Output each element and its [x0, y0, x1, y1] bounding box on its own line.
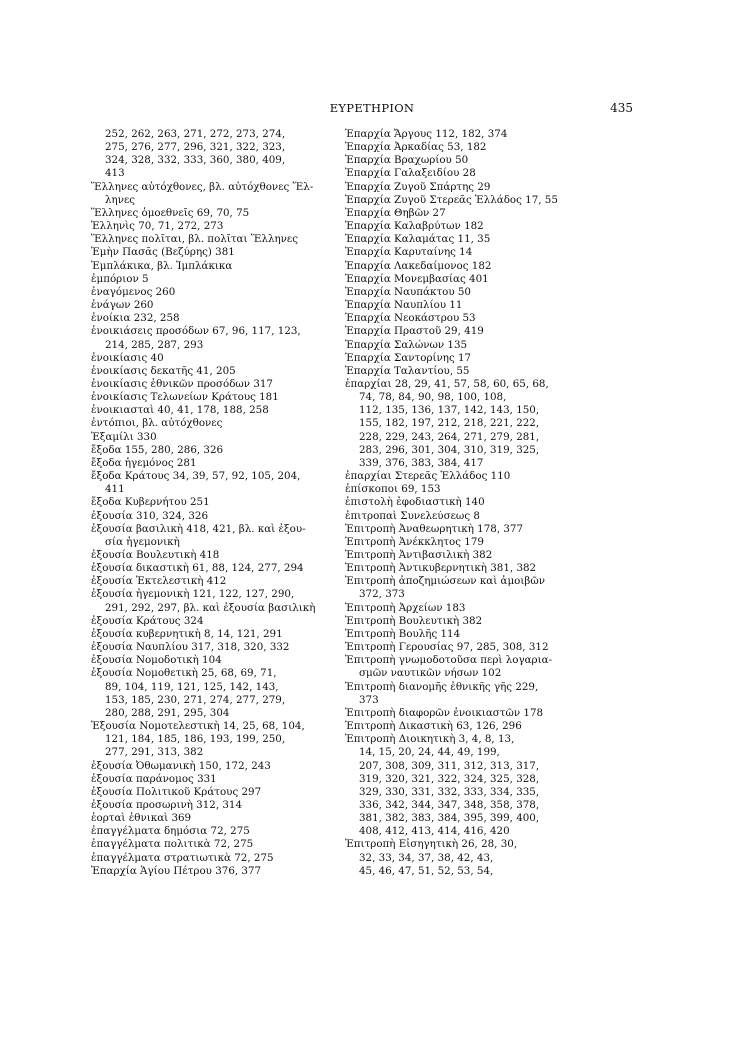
- index-entry: ἔξοδα Κράτους 34, 39, 57, 92, 105, 204,: [91, 470, 301, 483]
- page-header: [0, 101, 744, 121]
- index-entry: ἔξοδα 155, 280, 286, 326: [91, 443, 224, 456]
- index-entry: Ἕλληνες πολῖται, βλ. πολῖται Ἕλληνες: [91, 233, 299, 246]
- index-entry: ἐνοίκια 232, 258: [91, 312, 180, 325]
- index-entry: ἐξουσία Πολιτικοῦ Κράτους 297: [91, 785, 262, 798]
- index-entry: ἐνάγων 260: [91, 299, 154, 312]
- index-entry-continuation: 45, 46, 47, 51, 52, 53, 54,: [359, 864, 494, 877]
- index-entry: Ἐπιτροπὴ Δικαστικὴ 63, 126, 296: [345, 720, 522, 733]
- index-entry-continuation: 252, 262, 263, 271, 272, 273, 274,: [105, 128, 286, 140]
- index-entry-continuation: 291, 292, 297, βλ. καὶ ἐξουσία βασιλικὴ: [105, 601, 316, 614]
- index-entry: Ἐπαρχία Λακεδαίμονος 182: [345, 259, 492, 272]
- index-entry: ἐνοικίασις ἐθνικῶν προσόδων 317: [91, 377, 273, 390]
- index-entry-continuation: 153, 185, 230, 271, 274, 277, 279,: [105, 693, 286, 706]
- index-entry: Ἐξουσία Νομοτελεστικὴ 14, 25, 68, 104,: [91, 720, 305, 733]
- index-entry: ἐπαγγέλματα πολιτικὰ 72, 275: [91, 838, 254, 851]
- index-entry: Ἐπαρχία Θηβῶν 27: [345, 206, 446, 219]
- index-entry: Ἐπαρχία Σαλώνων 135: [345, 338, 468, 351]
- index-entry: ἐξουσία Νομοδοτικὴ 104: [91, 654, 222, 667]
- index-entry-continuation: 381, 382, 383, 384, 395, 399, 400,: [359, 812, 540, 825]
- index-entry: Ἐπαρχία Μονεμβασίας 401: [345, 272, 489, 285]
- index-entry-continuation: 280, 288, 291, 295, 304: [105, 706, 230, 719]
- index-entry: ἑορταὶ ἐθνικαὶ 369: [91, 812, 192, 825]
- index-entry: Ἐπαρχία Ταλαντίου, 55: [345, 364, 470, 377]
- index-entry: Ἐπαρχία Ζυγοῦ Στερεᾶς Ἑλλάδος 17, 55: [345, 193, 558, 206]
- index-entry-continuation: 32, 33, 34, 37, 38, 42, 43,: [359, 851, 494, 864]
- index-entry: Ἐπαρχία Γαλαξειδίου 28: [345, 167, 476, 180]
- index-entry-continuation: 228, 229, 243, 264, 271, 279, 281,: [359, 430, 540, 443]
- index-entry: Ἕλληνες ὁμοεθνεῖς 69, 70, 75: [91, 206, 250, 219]
- page-number: 435: [610, 101, 633, 115]
- index-entry-continuation: 112, 135, 136, 137, 142, 143, 150,: [359, 404, 540, 417]
- running-title: ΕΥΡΕΤΗΡΙΟΝ: [329, 101, 415, 115]
- index-entry-continuation: 121, 184, 185, 186, 193, 199, 250,: [105, 733, 286, 746]
- index-entry: ἐξουσία Νομοθετικὴ 25, 68, 69, 71,: [91, 667, 277, 680]
- index-entry: ἔξοδα Κυβερνήτου 251: [91, 496, 210, 509]
- index-entry: ἐναγόμενος 260: [91, 285, 176, 298]
- index-entry: ἐνοικιάσεις προσόδων 67, 96, 117, 123,: [91, 325, 301, 338]
- index-entry: Ἐπιτροπὴ γνωμοδοτοῦσα περὶ λογαρια-: [345, 654, 553, 667]
- index-entry-continuation: 413: [105, 167, 125, 180]
- index-entry: ἐπαρχίαι Στερεᾶς Ἑλλάδος 110: [345, 470, 511, 483]
- index-entry: Ἐπαρχία Ζυγοῦ Σπάρτης 29: [345, 180, 491, 193]
- index-column-right: [345, 128, 615, 878]
- index-entry-continuation: 411: [105, 483, 125, 496]
- index-entry: ἐξουσία βασιλικὴ 418, 421, βλ. καὶ ἐξου-: [91, 522, 306, 535]
- index-entry: ἐνοικίασις δεκατῆς 41, 205: [91, 364, 236, 377]
- index-column-left: [91, 128, 353, 878]
- index-entry-continuation: 408, 412, 413, 414, 416, 420: [359, 825, 510, 838]
- index-entry-continuation: 89, 104, 119, 121, 125, 142, 143,: [105, 680, 279, 693]
- index-entry: ἐπιτροπαὶ Συνελεύσεως 8: [345, 509, 480, 522]
- index-entry: Ἐπαρχία Καλαμάτας 11, 35: [345, 233, 491, 246]
- index-entry: Ἐπαρχία Καλαβρύτων 182: [345, 220, 484, 233]
- index-entry: ἐξουσία κυβερνητικὴ 8, 14, 121, 291: [91, 627, 283, 640]
- index-entry: Ἐπαρχία Ἄργους 112, 182, 374: [345, 128, 508, 140]
- index-entry: ἐνοικίασις 40: [91, 351, 164, 364]
- index-entry-continuation: 324, 328, 332, 333, 360, 380, 409,: [105, 154, 286, 167]
- index-entry-continuation: 372, 373: [359, 588, 405, 601]
- index-entry: Ἐπαρχία Καρυταίνης 14: [345, 246, 473, 259]
- index-entry: Ἐπιτροπὴ Ἀνέκκλητος 179: [345, 535, 484, 548]
- index-entry: Ἐπαρχία Νεοκάστρου 53: [345, 312, 476, 325]
- index-entry: ἐπαρχίαι 28, 29, 41, 57, 58, 60, 65, 68,: [345, 377, 549, 390]
- index-entry: ἐπιστολὴ ἐφοδιαστικὴ 140: [345, 496, 485, 509]
- index-entry: ἔξοδα ἡγεμόνος 281: [91, 456, 197, 469]
- index-entry-continuation: ληνες: [105, 193, 136, 206]
- index-entry: ἐπαγγέλματα στρατιωτικὰ 72, 275: [91, 851, 274, 864]
- index-entry: Ἕλληνες αὐτόχθονες, βλ. αὐτόχθονες Ἕλ-: [91, 180, 314, 193]
- index-entry: Ἐπαρχία Σαντορίνης 17: [345, 351, 472, 364]
- index-entry: ἐξουσία ἡγεμονικὴ 121, 122, 127, 290,: [91, 588, 295, 601]
- index-entry-continuation: 339, 376, 383, 384, 417: [359, 456, 484, 469]
- index-entry: Ἐμπλάκικα, βλ. Ἰμπλάκικα: [91, 259, 233, 272]
- index-entry-continuation: 373: [359, 693, 379, 706]
- index-entry: Ἐπιτροπὴ Ἀρχείων 183: [345, 601, 466, 614]
- index-entry: Ἑλληνὶς 70, 71, 272, 273: [91, 220, 224, 233]
- index-entry-continuation: 283, 296, 301, 304, 310, 319, 325,: [359, 443, 540, 456]
- index-entry: Ἐπιτροπὴ Βουλευτικὴ 382: [345, 614, 483, 627]
- index-entry: Ἐπιτροπὴ Βουλῆς 114: [345, 627, 461, 640]
- index-entry: Ἐπαρχία Ναυπλίου 11: [345, 299, 463, 312]
- index-entry: ἐξουσία Βουλευτικὴ 418: [91, 549, 220, 561]
- index-entry-continuation: 277, 291, 313, 382: [105, 746, 204, 759]
- index-entry: Ἐπιτροπὴ Ἀντιβασιλικὴ 382: [345, 549, 493, 561]
- index-entry: ἐπαγγέλματα δημόσια 72, 275: [91, 825, 250, 838]
- index-entry: Ἐπιτροπὴ Ἀναθεωρητικὴ 178, 377: [345, 522, 524, 535]
- index-entry: ἐμπόριον 5: [91, 272, 149, 285]
- index-entry: Ἐπαρχία Ἁγίου Πέτρου 376, 377: [91, 864, 262, 877]
- index-entry: ἐνοικιασταὶ 40, 41, 178, 188, 258: [91, 404, 269, 417]
- index-entry-continuation: 275, 276, 277, 296, 321, 322, 323,: [105, 141, 286, 154]
- index-entry-continuation: 155, 182, 197, 212, 218, 221, 222,: [359, 417, 540, 430]
- index-entry-continuation: σμῶν ναυτικῶν νήσων 102: [359, 667, 502, 680]
- index-entry: Ἐπαρχία Ναυπάκτου 50: [345, 285, 471, 298]
- index-entry-continuation: 336, 342, 344, 347, 348, 358, 378,: [359, 798, 540, 811]
- index-entry: ἐπίσκοποι 69, 153: [345, 483, 441, 496]
- index-entry-continuation: 329, 330, 331, 332, 333, 334, 335,: [359, 785, 540, 798]
- index-entry: ἐξουσία Κράτους 324: [91, 614, 204, 627]
- index-entry: Ἐπαρχία Ἀρκαδίας 53, 182: [345, 141, 487, 154]
- index-entry: Ἐπιτροπὴ Εἰσηγητικὴ 26, 28, 30,: [345, 838, 518, 851]
- index-entry: ἐξουσία δικαστικὴ 61, 88, 124, 277, 294: [91, 562, 304, 575]
- index-entry: ἐξουσία Ἐκτελεστικὴ 412: [91, 575, 227, 588]
- index-entry: Ἐπιτροπὴ διανομῆς ἐθνικῆς γῆς 229,: [345, 680, 539, 693]
- index-entry: ἐξουσία Ναυπλίου 317, 318, 320, 332: [91, 641, 290, 654]
- index-entry: Ἐπιτροπὴ Γερουσίας 97, 285, 308, 312: [345, 641, 549, 654]
- index-entry: Ἐμὴν Πασᾶς (Βεζύρης) 381: [91, 246, 235, 259]
- index-entry: Ἐπιτροπὴ Διοικητικὴ 3, 4, 8, 13,: [345, 733, 515, 746]
- index-entry: ἐντόπιοι, βλ. αὐτόχθονες: [91, 417, 223, 430]
- index-entry: ἐξουσία Ὀθωμανικὴ 150, 172, 243: [91, 759, 271, 772]
- index-entry: Ἐπαρχία Πραστοῦ 29, 419: [345, 325, 484, 338]
- index-entry: Ἐπαρχία Βραχωρίου 50: [345, 154, 469, 167]
- index-entry: ἐξουσία 310, 324, 326: [91, 509, 209, 522]
- index-entry-continuation: 214, 285, 287, 293: [105, 338, 204, 351]
- index-entry-continuation: 319, 320, 321, 322, 324, 325, 328,: [359, 772, 540, 785]
- index-entry: Ἐξαμίλι 330: [91, 430, 157, 443]
- index-entry: Ἐπιτροπὴ διαφορῶν ἐνοικιαστῶν 178: [345, 706, 544, 719]
- index-entry: ἐξουσία προσωρινὴ 312, 314: [91, 798, 243, 811]
- index-entry-continuation: 14, 15, 20, 24, 44, 49, 199,: [359, 746, 500, 759]
- index-entry-continuation: 74, 78, 84, 90, 98, 100, 108,: [359, 391, 507, 404]
- index-entry-continuation: σία ἡγεμονικὴ: [105, 535, 180, 548]
- index-entry: ἐνοικίασις Τελωνείων Κράτους 181: [91, 391, 279, 404]
- index-entry: ἐξουσία παράνομος 331: [91, 772, 217, 785]
- index-entry-continuation: 207, 308, 309, 311, 312, 313, 317,: [359, 759, 540, 772]
- index-entry: Ἐπιτροπὴ Ἀντικυβερνητικὴ 381, 382: [345, 562, 537, 575]
- index-entry: Ἐπιτροπὴ ἀποζημιώσεων καὶ ἀμοιβῶν: [345, 575, 546, 588]
